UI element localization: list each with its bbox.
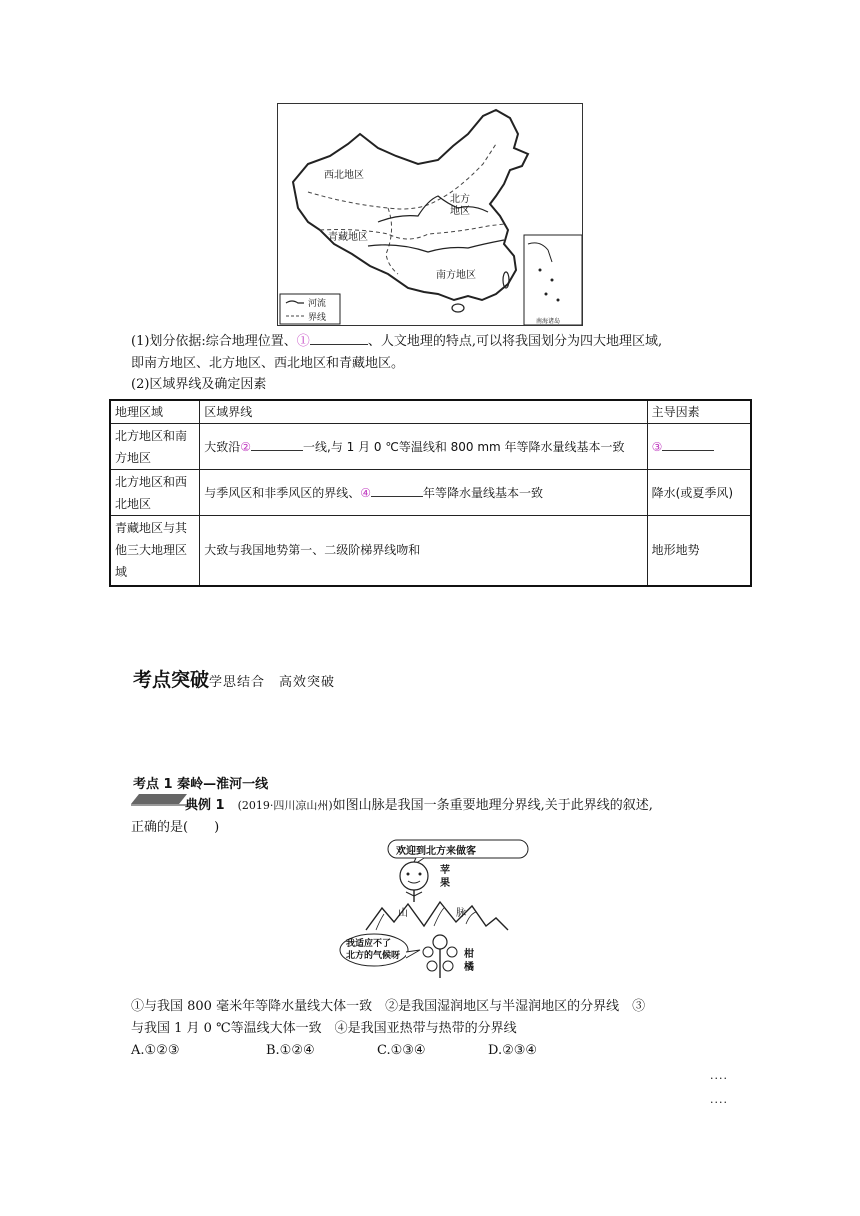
blank-2-line — [251, 436, 303, 451]
region-cell: 北方地区和南方地区 — [110, 424, 200, 470]
table-row — [110, 424, 751, 470]
boundary-paragraph: (2)区域界线及确定因素 — [131, 377, 267, 392]
example-source: (2019·四川凉山州) — [237, 799, 333, 812]
ellipsis-1: ···· — [710, 1072, 728, 1085]
kaodian-title: 考点 1 秦岭—淮河一线 — [133, 777, 269, 792]
china-regions-map — [277, 103, 583, 326]
china-outline — [293, 110, 528, 300]
blank-3: ③ — [651, 439, 663, 454]
table-row — [110, 516, 751, 586]
legend-boundary-label: 界线 — [308, 313, 327, 323]
china-map-svg — [278, 104, 582, 325]
blank-3-line — [662, 436, 714, 451]
river-huanghe — [378, 196, 488, 222]
table-row — [110, 470, 751, 516]
factor-cell: 地形地势 — [647, 516, 751, 586]
blank-4: ④ — [360, 485, 371, 500]
orange-label: 柑 橘 — [464, 949, 474, 973]
para1-line1: (1)划分依据:综合地理位置、① 、人文地理的特点,可以将我国划分为四大地理区域, — [131, 330, 741, 353]
region-boundary-table — [109, 399, 752, 587]
option-d[interactable]: D.②③④ — [488, 1043, 538, 1058]
blank-4-line — [371, 482, 423, 497]
legend-river-label: 河流 — [308, 299, 327, 309]
label-qingzang: 青藏地区 — [328, 232, 368, 243]
factor-cell: 降水(或夏季风) — [647, 470, 751, 516]
region-cell: 青藏地区与其他三大地理区域 — [110, 516, 200, 586]
cartoon-svg — [336, 838, 532, 988]
orange-tree-icon — [433, 935, 447, 949]
header-boundary: 区域界线 — [200, 400, 647, 424]
option-b[interactable]: B.①②④ — [266, 1043, 315, 1058]
mountain-label-2: 脉 — [456, 908, 466, 919]
blank-2: ② — [240, 439, 251, 454]
section-subtitle: 学思结合 高效突破 — [209, 675, 336, 690]
label-north: 北方 地区 — [450, 194, 470, 217]
example-label: 典例 1 — [185, 798, 225, 813]
table-header-row — [110, 400, 751, 424]
boundary-cell: 与季风区和非季风区的界线、④ 年等降水量线基本一致 — [200, 470, 647, 516]
example-question: 典例 1 (2019·四川凉山州)如图山脉是我国一条重要地理分界线,关于此界线的叙述, 正确的是( ) — [131, 798, 653, 835]
blank-1-line — [310, 330, 368, 345]
para1-line2: 即南方地区、北方地区、西北地区和青藏地区。 — [131, 356, 405, 371]
factor-cell — [647, 424, 751, 470]
division-basis-paragraph — [131, 330, 741, 375]
statements — [131, 996, 751, 1040]
apple-tree-icon — [400, 862, 428, 890]
section-title: 考点突破学思结合 高效突破 — [133, 669, 336, 691]
bubble-top-text: 欢迎到北方来做客 — [396, 846, 476, 857]
bubble-left-text: 我适应不了 北方的气候呀 — [346, 939, 401, 961]
ellipsis-2: ···· — [710, 1096, 728, 1109]
label-inset: 南海诸岛 — [536, 318, 561, 325]
apple-label: 苹 果 — [440, 865, 450, 889]
mountain-icon — [366, 902, 508, 930]
header-factor: 主导因素 — [647, 400, 751, 424]
boundary-cell: 大致与我国地势第一、二级阶梯界线吻和 — [200, 516, 647, 586]
cartoon-figure — [336, 838, 532, 988]
blank-1: ① — [296, 334, 310, 349]
region-cell: 北方地区和西北地区 — [110, 470, 200, 516]
statements-line1: ①与我国 800 毫米年等降水量线大体一致 ②是我国湿润地区与半湿润地区的分界线 ③ — [131, 999, 646, 1014]
option-c[interactable]: C.①③④ — [377, 1043, 426, 1058]
statements-line2: 与我国 1 月 0 ℃等温线大体一致 ④是我国亚热带与热带的分界线 — [131, 1021, 517, 1036]
boundary-cell: 大致沿② 一线,与 1 月 0 ℃等温线和 800 mm 年等降水量线基本一致 — [200, 424, 647, 470]
label-south: 南方地区 — [436, 270, 476, 281]
label-northwest: 西北地区 — [324, 170, 364, 181]
header-region: 地理区域 — [110, 400, 200, 424]
mountain-label-1: 山 — [398, 908, 408, 919]
option-a[interactable]: A.①②③ — [131, 1043, 180, 1058]
